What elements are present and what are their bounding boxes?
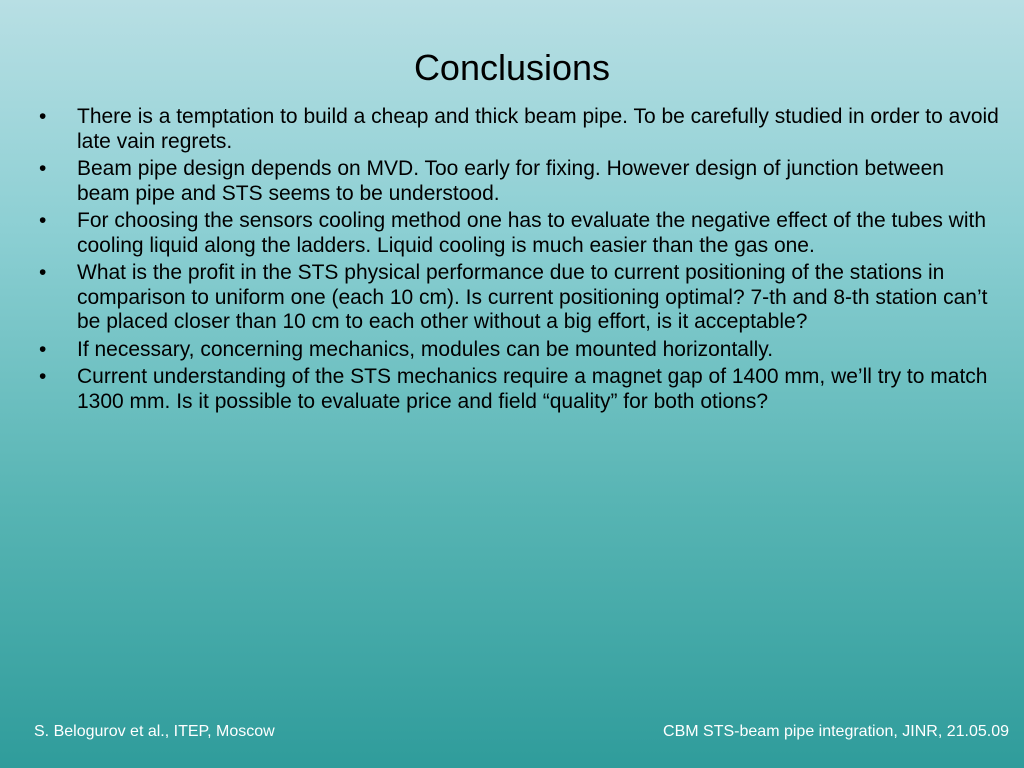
bullet-item (30, 105, 1000, 154)
bullet-text: What is the profit in the STS physical performance due to current positioning of the stations in comparison to uniform one (each 10 cm). Is current positioning optimal? 7-th and 8-th station can’t be placed closer than 10 cm to each other without a big effort, is it acceptable? (77, 261, 988, 333)
bullet-item (30, 157, 1000, 206)
bullet-text: If necessary, concerning mechanics, modules can be mounted horizontally. (77, 337, 774, 361)
bullet-item (30, 338, 1000, 363)
bullet-list (30, 105, 1000, 417)
bullet-text: Current understanding of the STS mechanics require a magnet gap of 1400 mm, we’ll try to match 1300 mm. Is it possible to evaluate price and field “quality” for both otions? (77, 365, 988, 413)
bullet-marker: • (39, 261, 47, 284)
bullet-text: There is a temptation to build a cheap and thick beam pipe. To be carefully studied in order to avoid late vain regrets. (77, 105, 999, 153)
bullet-marker: • (39, 209, 47, 232)
bullet-text: For choosing the sensors cooling method one has to evaluate the negative effect of the tubes with cooling liquid along the ladders. Liquid cooling is much easier than the gas one. (77, 209, 987, 257)
bullet-marker: • (39, 157, 47, 180)
bullet-marker: • (39, 337, 47, 361)
footer-author: S. Belogurov et al., ITEP, Moscow (34, 723, 275, 740)
bullet-marker: • (39, 105, 47, 128)
bullet-text: Beam pipe design depends on MVD. Too early for fixing. However design of junction between beam pipe and STS seems to be understood. (77, 157, 944, 205)
slide-title: Conclusions (413, 47, 611, 88)
bullet-marker: • (39, 365, 47, 388)
bullet-item (30, 365, 1000, 414)
footer-event: CBM STS-beam pipe integration, JINR, 21.05.09 (663, 723, 1009, 740)
bullet-item (30, 261, 1000, 335)
bullet-item (30, 209, 1000, 258)
